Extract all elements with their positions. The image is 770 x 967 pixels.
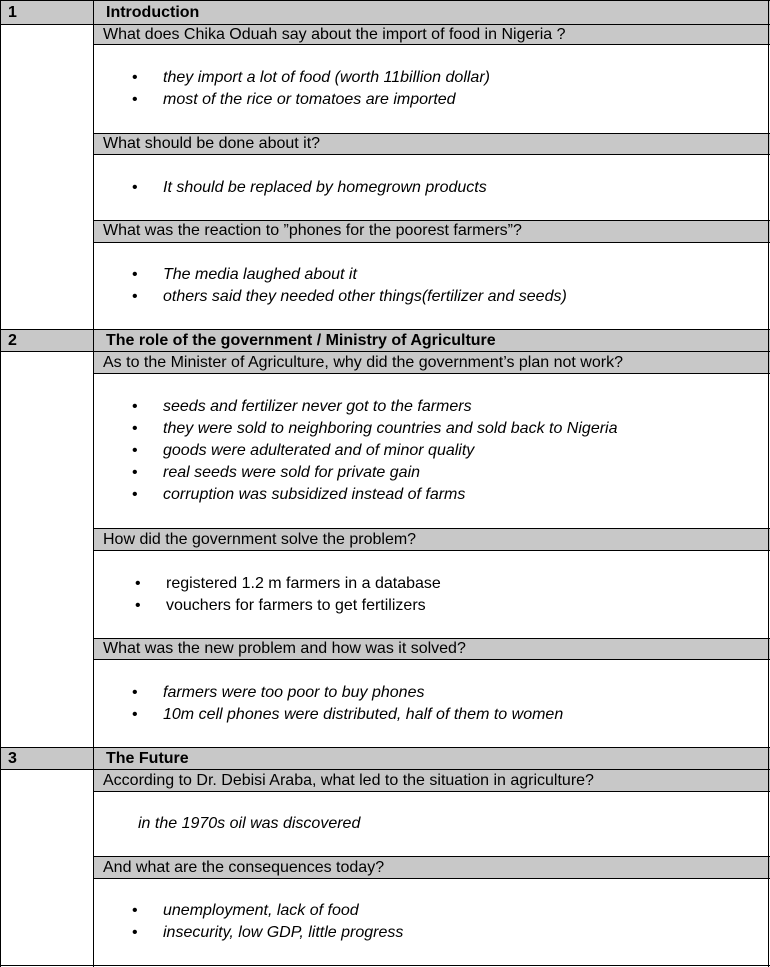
answer-item: [132, 396, 618, 418]
row-divider: [93, 856, 770, 857]
answer-text: seeds and fertilizer never got to the farmers: [163, 398, 472, 415]
bullet-glyph: •: [132, 706, 138, 723]
bullet-glyph: •: [132, 924, 138, 941]
answer-text: It should be replaced by homegrown products: [163, 179, 487, 196]
answer-item: [135, 573, 441, 595]
row-divider: [93, 242, 770, 243]
answer-text: corruption was subsidized instead of farms: [163, 486, 466, 503]
answer-list: [132, 67, 490, 111]
question-text: How did the government solve the problem?: [103, 531, 417, 548]
answer-item: [132, 418, 618, 440]
question-text: What was the new problem and how was it solved?: [103, 640, 466, 657]
answer-item: [132, 286, 567, 308]
row-divider: [93, 528, 770, 529]
bullet-glyph: •: [132, 179, 138, 196]
bullet-glyph: •: [132, 420, 138, 437]
answer-text: farmers were too poor to buy phones: [163, 684, 425, 701]
answer-item: [132, 67, 490, 89]
row-divider: [0, 769, 770, 770]
bullet-glyph: •: [135, 597, 141, 614]
bullet-glyph: •: [132, 91, 138, 108]
bullet-glyph: •: [132, 902, 138, 919]
row-divider: [0, 24, 770, 25]
row-divider: [0, 747, 770, 748]
row-divider: [0, 351, 770, 352]
answer-list: [132, 264, 567, 308]
bullet-glyph: •: [132, 486, 138, 503]
answer-text: The media laughed about it: [163, 266, 357, 283]
section-title: The Future: [106, 750, 189, 767]
answer-text: unemployment, lack of food: [163, 902, 359, 919]
answer-text: 10m cell phones were distributed, half of them to women: [163, 706, 564, 723]
answer-text: goods were adulterated and of minor quality: [163, 442, 475, 459]
answer-list: [132, 177, 487, 199]
row-divider: [93, 638, 770, 639]
answer-text: insecurity, low GDP, little progress: [163, 924, 404, 941]
row-divider: [0, 0, 770, 1]
row-divider: [93, 550, 770, 551]
answer-item: [132, 177, 487, 199]
question-text: What should be done about it?: [103, 135, 321, 152]
question-text: According to Dr. Debisi Araba, what led to the situation in agriculture?: [103, 772, 594, 789]
row-divider: [93, 791, 770, 792]
answer-item: [132, 704, 563, 726]
answer-item: [132, 484, 618, 506]
section-title: The role of the government / Ministry of Agriculture: [106, 332, 496, 349]
row-divider: [0, 329, 770, 330]
answer-list: [132, 900, 403, 944]
bullet-glyph: •: [132, 69, 138, 86]
bullet-glyph: •: [132, 266, 138, 283]
answer-text: they import a lot of food (worth 11billion dollar): [163, 69, 490, 86]
answer-item: [132, 900, 403, 922]
row-divider: [93, 220, 770, 221]
answer-list: [132, 682, 563, 726]
answer-item: [132, 440, 618, 462]
answer-item: [132, 922, 403, 944]
answer-text: others said they needed other things(fertilizer and seeds): [163, 288, 567, 305]
section-number: 3: [8, 750, 17, 767]
row-divider: [93, 373, 770, 374]
answer-text: real seeds were sold for private gain: [163, 464, 421, 481]
bullet-glyph: •: [135, 575, 141, 592]
question-text: What was the reaction to ”phones for the poorest farmers”?: [103, 222, 522, 239]
question-text: And what are the consequences today?: [103, 859, 385, 876]
bullet-glyph: •: [132, 398, 138, 415]
section-title: Introduction: [106, 4, 200, 21]
row-divider: [93, 878, 770, 879]
answer-item: [132, 89, 490, 111]
question-text: As to the Minister of Agriculture, why did the government’s plan not work?: [103, 354, 623, 371]
bullet-glyph: •: [132, 684, 138, 701]
question-text: What does Chika Oduah say about the import of food in Nigeria ?: [103, 26, 566, 43]
answer-item: [135, 595, 441, 617]
answer-text: vouchers for farmers to get fertilizers: [166, 597, 426, 614]
row-divider: [0, 965, 770, 966]
table-border-left: [0, 0, 1, 967]
bullet-glyph: •: [132, 442, 138, 459]
bullet-glyph: •: [132, 288, 138, 305]
answer-item: [132, 682, 563, 704]
answer-list: [135, 573, 441, 617]
answer-text: they were sold to neighboring countries and sold back to Nigeria: [163, 420, 618, 437]
answer-list: [132, 396, 618, 506]
answer-text: in the 1970s oil was discovered: [138, 815, 361, 832]
row-divider: [93, 44, 770, 45]
row-divider: [93, 154, 770, 155]
answer-item: [132, 264, 567, 286]
bullet-glyph: •: [132, 464, 138, 481]
answer-item: [132, 462, 618, 484]
row-divider: [93, 133, 770, 134]
answer-text: registered 1.2 m farmers in a database: [166, 575, 441, 592]
column-divider: [93, 0, 94, 967]
row-divider: [93, 659, 770, 660]
section-number: 1: [8, 4, 17, 21]
table-border-right: [768, 0, 769, 967]
answer-text: most of the rice or tomatoes are imported: [163, 91, 456, 108]
section-number: 2: [8, 332, 17, 349]
